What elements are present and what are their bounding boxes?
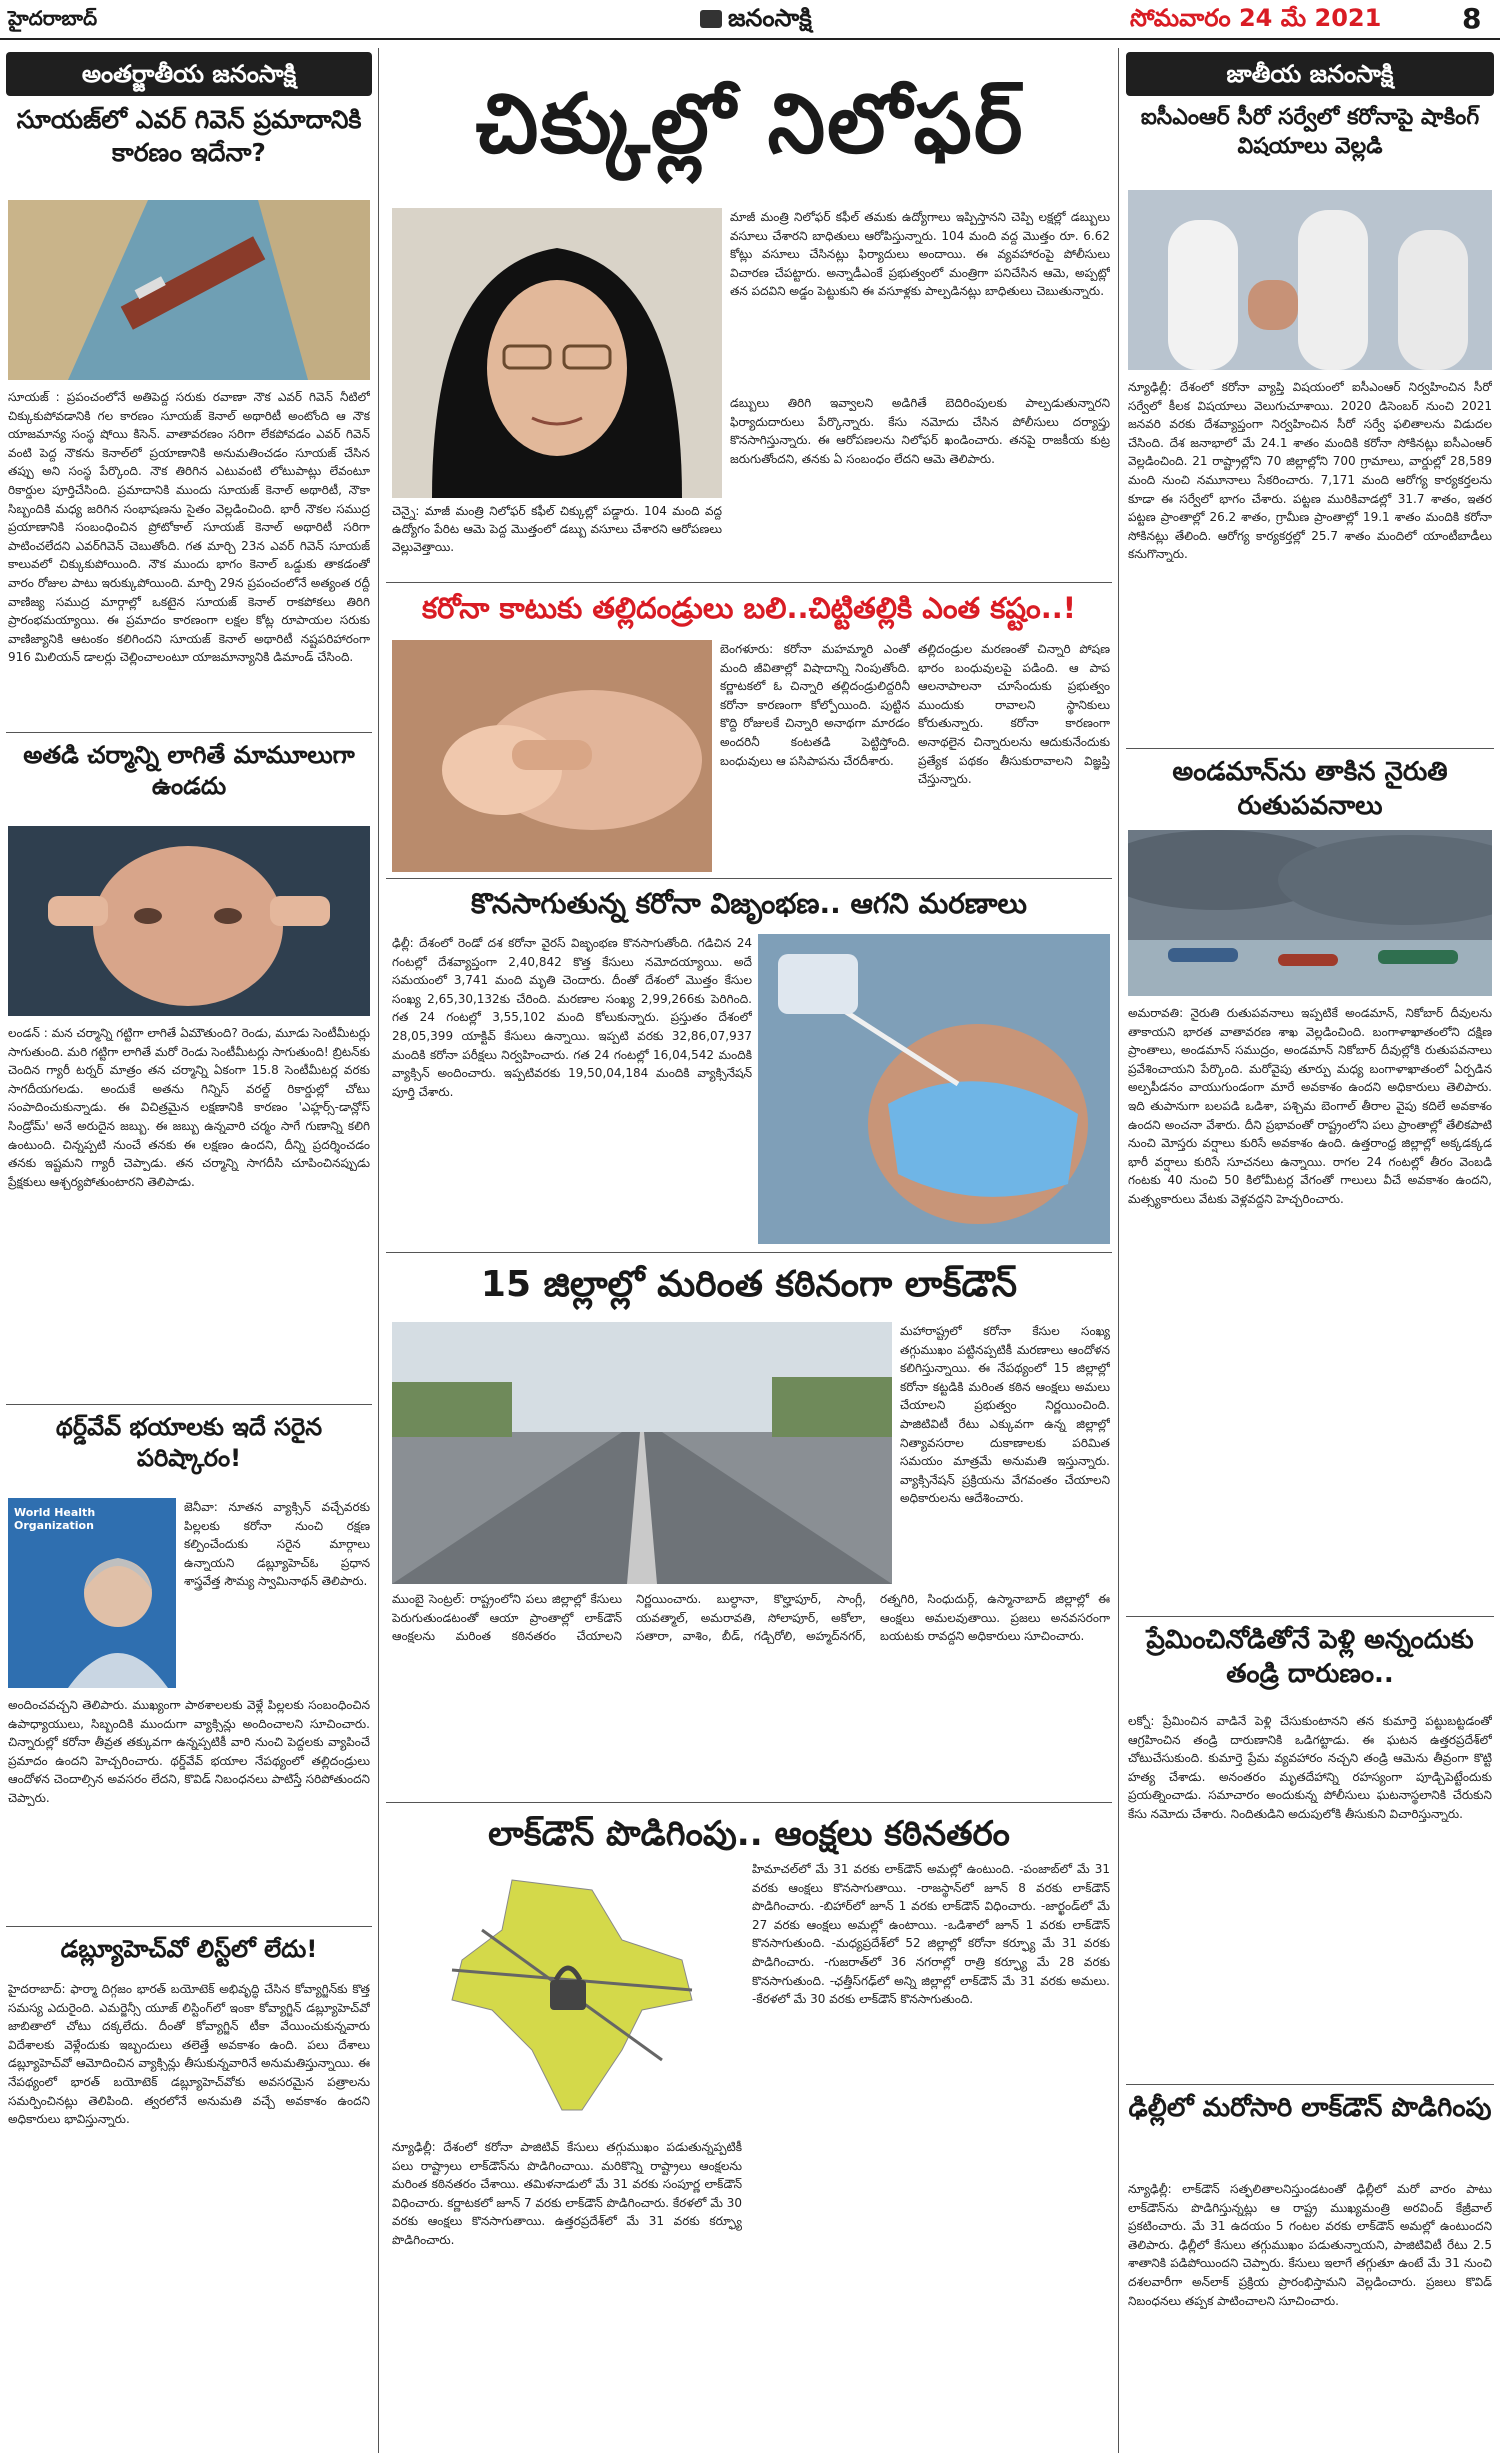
- sero-survey-headline: ఐసీఎంఆర్ సీరో సర్వేలో కరోనాపై షాకింగ్ విషయాలు వెల్లడి: [1140, 105, 1480, 159]
- masthead-logo-icon: [700, 10, 722, 28]
- divider: [386, 878, 1112, 879]
- nilofer-body-col1: మాజీ మంత్రి నిలోఫర్ కఫీల్ తమకు ఉద్యోగాలు ఇప్పిస్తానని చెప్పి లక్షల్లో డబ్బులు వసూలు చేశారని బాధితులు ఆరోపిస్తున్నారు. 104 మంది వద్ద మొత్తం రూ. 6.62 కోట్లు వసూలు చేసినట్లు ఫిర్యాదులు అందాయి. ఈ వ్యవహారంపై పోలీసులు విచారణ చేపట్టారు. అన్నాడీఎంకే ప్రభుత్వంలో మంత్రిగా పనిచేసిన ఆమె, అప్పట్లో తన పదవిని అడ్డం పెట్టుకుని ఈ వసూళ్లకు పాల్పడినట్లు బాధితులు చెబుతున్నారు.: [730, 210, 1110, 299]
- page-number: 8: [1462, 2, 1482, 35]
- swab-test-image: [758, 934, 1110, 1244]
- nilofer-body-col2: డబ్బులు తిరిగి ఇవ్వాలని అడిగితే బెదిరింపులకు పాల్పడుతున్నారని ఫిర్యాదుదారులు పేర్కొన్నారు. కేసు నమోదు చేసిన పోలీసులు దర్యాప్తు కొనసాగిస్తున్నారు. ఈ ఆరోపణలను నిలోఫర్ ఖండించారు. తనపై రాజకీయ కుట్ర జరుగుతోందని, తనకు ఏ సంబంధం లేదని ఆమె తెలిపారు.: [730, 396, 1110, 466]
- who-list-body: హైదరాబాద్: ఫార్మా దిగ్గజం భారత్ బయోటెక్ అభివృద్ధి చేసిన కోవ్యాగ్జిన్‌కు కొత్త సమస్య ఎదురైంది. ఎమర్జెన్సీ యూజ్ లిస్టింగ్‌లో ఇంకా కోవ్యాగ్జిన్ డబ్ల్యూహెచ్‌వో జాబితాలో చోటు దక్కలేదు. దీంతో కోవ్యాగ్జిన్ టీకా వేయించుకున్నవారు విదేశాలకు వెళ్లేందుకు ఇబ్బందులు తలెత్తే అవకాశం ఉంది. పలు దేశాలు డబ్ల్యూహెచ్‌వో ఆమోదించిన వ్యాక్సిన్లు తీసుకున్నవారినే అనుమతిస్తున్నాయి. ఈ నేపథ్యంలో భారత్ బయోటెక్ డబ్ల్యూహెచ్‌వోకు అవసరమైన పత్రాలను సమర్పించినట్లు తెలిపింది. త్వరలోనే అనుమతి వచ్చే అవకాశం ఉందని అధికారులు భావిస్తున్నారు.: [8, 1982, 370, 2127]
- india-map-photo: [392, 1860, 742, 2132]
- empty-road-photo: [392, 1322, 892, 1584]
- skin-stretch-body: లండన్ : మన చర్మాన్ని గట్టిగా లాగితే ఏమౌతుంది? రెండు, మూడు సెంటీమీటర్లు సాగుతుంది. మరి గట్టిగా లాగితే మరో రెండు సెంటీమీటర్లు సాగుతుంది! బ్రిటన్‌కు చెందిన గ్యారీ టర్నర్ మాత్రం తన చర్మాన్ని ఏకంగా 15.8 సెంటీమీటర్ల వరకు సాగదీయగలడు. అందుకే అతను గిన్నిస్ వరల్డ్ రికార్డుల్లో చోటు సంపాదించుకున్నాడు. ఈ విచిత్రమైన లక్షణానికి కారణం 'ఎహ్లర్స్-డాన్లోస్ సిండ్రోమ్' అనే అరుదైన జబ్బు. ఈ జబ్బు ఉన్నవారి చర్మం సాగే గుణాన్ని కలిగి ఉంటుంది. చిన్నప్పటి నుంచే తనకు ఈ లక్షణం ఉందని, దీన్ని ప్రదర్శించడం తనకు ఇష్టమని గ్యారీ చెప్పాడు. తన చర్మాన్ని సాగదీసి చూపించినప్పుడు ప్రేక్షకులు ఆశ్చర్యపోతుంటారని తెలిపాడు.: [8, 1026, 370, 1189]
- skin-stretch-headline: అతడి చర్మాన్ని లాగితే మామూలుగా ఉండదు: [23, 741, 355, 801]
- divider: [386, 1802, 1112, 1803]
- monsoon-headline: అండమాన్‌ను తాకిన నైరుతి రుతుపవనాలు: [1172, 757, 1448, 821]
- divider: [6, 1404, 372, 1405]
- skin-stretch-photo: [8, 826, 370, 1016]
- suez-headline: సూయజ్‌లో ఎవర్ గివెన్ ప్రమాదానికి కారణం ఇదేనా?: [16, 105, 362, 167]
- sero-survey-photo: [1128, 190, 1492, 370]
- ppe-health-workers-image: [1128, 190, 1492, 370]
- scientist-photo: [8, 1498, 176, 1688]
- soumya-swaminathan-image: [8, 1498, 176, 1688]
- honor-killing-body: లక్నో: ప్రేమించిన వాడినే పెళ్లి చేసుకుంటానని తన కుమార్తె పట్టుబట్టడంతో ఆగ్రహించిన తండ్రి దారుణానికి ఒడిగట్టాడు. ఈ ఘటన ఉత్తరప్రదేశ్‌లో చోటుచేసుకుంది. కుమార్తె ప్రేమ వ్యవహారం నచ్చని తండ్రి ఆమెను తీవ్రంగా కొట్టి హత్య చేశాడు. అనంతరం మృతదేహాన్ని రహస్యంగా పూడ్చిపెట్టేందుకు ప్రయత్నించాడు. సమాచారం అందుకున్న పోలీసులు ఘటనాస్థలానికి చేరుకుని కేసు నమోదు చేశారు. నిందితుడిని అదుపులోకి తీసుకుని విచారిస్తున్నారు.: [1128, 1714, 1492, 1821]
- lockdown-15-districts-headline: 15 జిల్లాల్లో మరింత కఠినంగా లాక్‌డౌన్: [480, 1264, 1018, 1305]
- divider: [386, 1252, 1112, 1253]
- main-headline: చిక్కుల్లో నిలోఫర్: [475, 77, 1025, 172]
- column-divider-left: [378, 48, 379, 2453]
- who-list-headline: డబ్ల్యూహెచ్‌వో లిస్ట్‌లో లేదు!: [60, 1935, 318, 1963]
- third-wave-lead: జెనీవా: నూతన వ్యాక్సిన్ వచ్చేవరకు పిల్లలకు కరోనా నుంచి రక్షణ కల్పించేందుకు సరైన మార్గాలు ఉన్నాయని డబ్ల్యూహెచ్ఓ ప్రధాన శాస్త్రవేత్త సౌమ్య స్వామినాథన్ తెలిపారు.: [184, 1500, 370, 1589]
- divider: [1126, 1616, 1494, 1617]
- divider: [6, 1926, 372, 1927]
- monsoon-body: అమరావతి: నైరుతి రుతుపవనాలు ఇప్పటికే అండమాన్, నికోబార్ దీవులను తాకాయని భారత వాతావరణ శాఖ వెల్లడించింది. బంగాళాఖాతంలోని దక్షిణ ప్రాంతాలు, అండమాన్ సముద్రం, అండమాన్ నికోబార్ దీవుల్లోకి రుతుపవనాలు ప్రవేశించాయని పేర్కొంది. మరోవైపు తూర్పు మధ్య బంగాళాఖాతంలో ఏర్పడిన అల్పపీడనం వాయుగుండంగా మారే అవకాశం ఉందని అధికారులు తెలిపారు. ఇది తుపానుగా బలపడి ఒడిశా, పశ్చిమ బెంగాల్ తీరాల వైపు కదిలే అవకాశం ఉందని అంచనా వేశారు. దీని ప్రభావంతో రాష్ట్రంలోని పలు ప్రాంతాల్లో తేలికపాటి నుంచి మోస్తరు వర్షాలు కురిసే అవకాశం ఉంది. ఉత్తరాంధ్ర జిల్లాల్లో అక్కడక్కడ భారీ వర్షాలు కురిసే సూచనలు ఉన్నాయి. రాగల 24 గంటల్లో తీరం వెంబడి గంటకు 40 నుంచి 50 కిలోమీటర్ల వేగంతో గాలులు వీచే అవకాశం ఉందని, మత్స్యకారులు వేటకు వెళ్లవద్దని హెచ్చరించారు.: [1128, 1006, 1492, 1206]
- divider: [1126, 748, 1494, 749]
- lockdown-extension-state-list: హిమాచల్‌లో మే 31 వరకు లాక్‌డౌన్ అమల్లో ఉంటుంది. -పంజాబ్‌లో మే 31 వరకు ఆంక్షలు కొనసాగుతాయి. -రాజస్థాన్‌లో జూన్ 8 వరకు లాక్‌డౌన్ పొడిగించారు. -బిహార్‌లో జూన్ 1 వరకు లాక్‌డౌన్ విధించారు. -జార్ఖండ్‌లో మే 27 వరకు ఆంక్షలు అమల్లో ఉంటాయి. -ఒడిశాలో జూన్ 1 వరకు లాక్‌డౌన్ కొనసాగుతుంది. -మధ్యప్రదేశ్‌లో 52 జిల్లాల్లో కరోనా కర్ఫ్యూ మే 31 వరకు పొడిగించారు. -గుజరాత్‌లో 36 నగరాల్లో రాత్రి కర్ఫ్యూ మే 28 వరకు కొనసాగుతుంది. -ఛత్తీస్‌గఢ్‌లో అన్ని జిల్లాల్లో లాక్‌డౌన్ మే 31 వరకు అమలు. -కేరళలో మే 30 వరకు లాక్‌డౌన్ కొనసాగుతుంది.: [752, 1862, 1110, 2007]
- orphan-child-body-col2: తల్లిదండ్రుల మరణంతో చిన్నారి పోషణ భారం బంధువులపై పడింది. ఆ పాప ఆలనాపాలనా చూసేందుకు ప్రభుత్వం ముందుకు రావాలని స్థానికులు కోరుతున్నారు. కరోనా కారణంగా అనాథలైన చిన్నారులను ఆదుకునేందుకు ప్రత్యేక పథకం తీసుకురావాలని విజ్ఞప్తి చేస్తున్నారు.: [918, 642, 1110, 787]
- international-section-band: అంతర్జాతీయ జనంసాక్షి: [6, 52, 372, 96]
- stormy-sea-boats-image: [1128, 830, 1492, 996]
- india-map-lock-image: [392, 1860, 742, 2132]
- child-hand-holding-finger-image: [392, 640, 712, 872]
- who-photo-label: World Health Organization: [14, 1506, 96, 1533]
- city-label: హైదరాబాద్: [8, 6, 98, 30]
- hands-photo: [392, 640, 712, 872]
- third-wave-headline: థర్డ్‌వేవ్ భయాలకు ఇదే సరైన పరిష్కారం!: [55, 1413, 323, 1473]
- column-divider-right: [1118, 48, 1119, 2453]
- lockdown-extension-headline: లాక్‌డౌన్ పొడిగింపు.. ఆంక్షలు కఠినతరం: [488, 1814, 1010, 1854]
- delhi-lockdown-body: న్యూఢిల్లీ: లాక్‌డౌన్ సత్ఫలితాలనిస్తుండటంతో ఢిల్లీలో మరో వారం పాటు లాక్‌డౌన్‌ను పొడిగిస్తున్నట్లు ఆ రాష్ట్ర ముఖ్యమంత్రి అరవింద్ కేజ్రీవాల్ ప్రకటించారు. మే 31 ఉదయం 5 గంటల వరకు లాక్‌డౌన్ అమల్లో ఉంటుందని తెలిపారు. ఢిల్లీలో కేసులు తగ్గుముఖం పడుతున్నాయని, పాజిటివిటీ రేటు 2.5 శాతానికి పడిపోయిందని చెప్పారు. కేసులు ఇలాగే తగ్గుతూ ఉంటే మే 31 నుంచి దశలవారీగా అన్‌లాక్ ప్రక్రియ ప్రారంభిస్తామని వెల్లడించారు. ప్రజలు కొవిడ్ నిబంధనలు తప్పక పాటించాలని సూచించారు.: [1128, 2182, 1492, 2308]
- covid-surge-headline: కొనసాగుతున్న కరోనా విజృంభణ.. ఆగని మరణాలు: [471, 887, 1027, 920]
- issue-date: సోమవారం 24 మే 2021: [1130, 4, 1382, 32]
- sero-survey-body: న్యూఢిల్లీ: దేశంలో కరోనా వ్యాప్తి విషయంలో ఐసీఎంఆర్ నిర్వహించిన సీరో సర్వేలో కీలక విషయాలు వెలుగుచూశాయి. 2020 డిసెంబర్ నుంచి 2021 జనవరి వరకు దేశవ్యాప్తంగా నిర్వహించిన సీరో సర్వే ఫలితాలను విడుదల చేసింది. దేశ జనాభాలో మే 24.1 శాతం మందికి కరోనా సోకినట్లు ఐసీఎంఆర్ వెల్లడించింది. 21 రాష్ట్రాల్లోని 70 జిల్లాల్లోని 700 గ్రామాలు, వార్డుల్లో 28,589 మంది నుంచి నమూనాలు సేకరించారు. 7,171 మంది ఆరోగ్య కార్యకర్తలను కూడా ఈ సర్వేలో భాగం చేశారు. పట్టణ మురికివాడల్లో 31.7 శాతం, ఇతర పట్టణ ప్రాంతాల్లో 26.2 శాతం, గ్రామీణ ప్రాంతాల్లో 19.1 శాతం మందికి కరోనా సోకినట్లు తేలింది. ఆరోగ్య కార్యకర్తల్లో 25.7 శాతం మందిలో యాంటీబాడీలు కనుగొన్నారు.: [1128, 380, 1492, 562]
- covid-test-photo: [758, 934, 1110, 1244]
- lockdown-extension-body: న్యూఢిల్లీ: దేశంలో కరోనా పాజిటివ్ కేసులు తగ్గుముఖం పడుతున్నప్పటికీ పలు రాష్ట్రాలు లాక్‌డౌన్‌ను పొడిగించాయి. మరికొన్ని రాష్ట్రాలు ఆంక్షలను మరింత కఠినతరం చేశాయి. తమిళనాడులో మే 31 వరకు సంపూర్ణ లాక్‌డౌన్ విధించారు. కర్ణాటకలో జూన్ 7 వరకు లాక్‌డౌన్ పొడిగించారు. కేరళలో మే 30 వరకు ఆంక్షలు కొనసాగుతాయి. ఉత్తరప్రదేశ్‌లో మే 31 వరకు కర్ఫ్యూ పొడిగించారు.: [392, 2140, 742, 2247]
- suez-canal-image: [8, 200, 370, 380]
- orphan-child-headline: కరోనా కాటుకు తల్లిదండ్రులు బలి..చిట్టితల్లికి ఎంత కష్టం..!: [422, 591, 1076, 625]
- third-wave-body: అందించవచ్చని తెలిపారు. ముఖ్యంగా పాఠశాలలకు వెళ్లే పిల్లలకు సంబంధించిన ఉపాధ్యాయులు, సిబ్బందికి ముందుగా వ్యాక్సిన్లు అందించాలని సూచించారు. చిన్నారుల్లో కరోనా తీవ్రత తక్కువగా ఉన్నప్పటికీ వారి నుంచి పెద్దలకు వ్యాపించే ప్రమాదం ఉందని హెచ్చరించారు. థర్డ్‌వేవ్ భయాల నేపథ్యంలో తల్లిదండ్రులు ఆందోళన చెందాల్సిన అవసరం లేదని, కొవిడ్ నిబంధనలు పాటిస్తే సరిపోతుందని చెప్పారు.: [8, 1698, 370, 1805]
- nilofer-kafeel-image: [392, 208, 722, 498]
- suez-article-body: సూయజ్ : ప్రపంచంలోనే అతిపెద్ద సరుకు రవాణా నౌక ఎవర్ గివెన్ నీటిలో చిక్కుకుపోవడానికి గల కారణం సూయజ్ కెనాల్ అథారిటీ అంటోంది ఆ నౌక యాజమాన్య సంస్థ షోయి కిసెన్. వాతావరణం సరిగా లేకపోవడం ఎవర్ గివెన్ వంటి పెద్ద నౌకను కెనాల్‌లో ప్రయాణానికి అనుమతించడం సూయజ్ చేసిన తప్పు అని సంస్థ పేర్కొంది. నౌక తిరిగిన ఎటువంటి లోటుపాట్లు లేవంటూ రికార్డుల పూర్తిచేసింది. ప్రమాదానికి ముందు సూయజ్ కెనాల్ అథారిటీ, నౌకా సిబ్బందికి మధ్య జరిగిన సంభాషణను సైతం వెల్లడించింది. భారీ నౌకల సముద్ర ప్రయాణానికి సంబంధించిన ప్రోటోకాల్ సూయజ్ కెనాల్ అథారిటీ సరిగా పాటించలేదని ఎవర్‌గివెన్ చెబుతోంది. గత మార్చి 23న ఎవర్ గివెన్ సూయజ్ కాలువలో చిక్కుకుపోయింది. నౌక ముందు భాగం కెనాల్ ఒడ్డుకు తాకడంతో వారం రోజుల పాటు ఇరుక్కుపోయింది. మార్చి 29న ప్రపంచంలోనే అత్యంత రద్దీ వాణిజ్య సముద్ర మార్గాల్లో ఒకటైన సూయజ్ కెనాల్ రాకపోకలు తిరిగి ప్రారంభమయ్యాయి. ఈ ప్రమాదం కారణంగా లక్షల కోట్ల రూపాయల సరుకు వాణిజ్యానికి ఆటంకం కలిగిందని సూయజ్ కెనాల్ అథారిటీ నష్టపరిహారంగా 916 మిలియన్ డాలర్లు చెల్లించాలంటూ యాజమాన్యానికి డిమాండ్ చేసింది.: [8, 390, 370, 665]
- orphan-child-body-col1: బెంగళూరు: కరోనా మహమ్మారి ఎంతో మంది జీవితాల్లో విషాదాన్ని నింపుతోంది. కర్ణాటకలో ఓ చిన్నారి తల్లిదండ్రులిద్దరినీ కరోనా కారణంగా కోల్పోయింది. పుట్టిన కొద్ది రోజులకే చిన్నారి అనాథగా మారడం అందరినీ కంటతడి పెట్టిస్తోంది. బంధువులు ఆ పసిపాపను చేరదీశారు.: [720, 642, 910, 768]
- masthead-title: జనంసాక్షి: [728, 4, 812, 32]
- empty-road-image: [392, 1322, 892, 1584]
- divider: [386, 582, 1112, 583]
- national-section-band: జాతీయ జనంసాక్షి: [1126, 52, 1494, 96]
- suez-ship-photo: [8, 200, 370, 380]
- covid-surge-body: ఢిల్లీ: దేశంలో రెండో దశ కరోనా వైరస్ విజృంభణ కొనసాగుతోంది. గడిచిన 24 గంటల్లో దేశవ్యాప్తంగా 2,40,842 కొత్త కేసులు నమోదయ్యాయి. అదే సమయంలో 3,741 మంది మృతి చెందారు. దీంతో దేశంలో మొత్తం కేసుల సంఖ్య 2,65,30,132కు చేరింది. మరణాల సంఖ్య 2,99,266కు పెరిగింది. గత 24 గంటల్లో 3,55,102 మంది కోలుకున్నారు. ప్రస్తుతం దేశంలో 28,05,399 యాక్టివ్ కేసులు ఉన్నాయి. ఇప్పటి వరకు 32,86,07,937 మందికి కరోనా పరీక్షలు నిర్వహించారు. గత 24 గంటల్లో 16,04,542 మందికి వ్యాక్సిన్ అందించారు. ఇప్పటివరకు 19,50,04,184 మందికి వ్యాక్సినేషన్ పూర్తి చేశారు.: [392, 936, 752, 1099]
- man-stretching-skin-image: [8, 826, 370, 1016]
- divider: [6, 732, 372, 733]
- honor-killing-headline: ప్రేమించినోడితోనే పెళ్లి అన్నందుకు తండ్రి దారుణం..: [1146, 1625, 1474, 1689]
- lockdown-15-districts-body: ముంబై సెంట్రల్: రాష్ట్రంలోని పలు జిల్లాల్లో కేసులు పెరుగుతుండటంతో ఆయా ప్రాంతాల్లో లాక్‌డౌన్ ఆంక్షలను మరింత కఠినతరం చేయాలని నిర్ణయించారు. బుల్ధానా, కొల్హాపూర్, సాంగ్లీ, యవత్మాల్, అమరావతి, సోలాపూర్, అకోలా, సతారా, వాశిం, బీడ్, గడ్చిరోలి, అహ్మద్‌నగర్, రత్నగిరి, సింధుదుర్గ్, ఉస్మానాబాద్ జిల్లాల్లో ఈ ఆంక్షలు అమలవుతాయి. ప్రజలు అనవసరంగా బయటకు రావద్దని అధికారులు సూచించారు.: [392, 1592, 1110, 1644]
- nilofer-photo-caption: చెన్నై: మాజీ మంత్రి నిలోఫర్ కఫీల్ చిక్కుల్లో పడ్డారు. 104 మంది వద్ద ఉద్యోగం పేరిట ఆమె పెద్ద మొత్తంలో డబ్బు వసూలు చేశారని ఆరోపణలు వెల్లువెత్తాయి.: [392, 504, 722, 554]
- lockdown-15-districts-side: మహారాష్ట్రలో కరోనా కేసుల సంఖ్య తగ్గుముఖం పట్టినప్పటికీ మరణాలు ఆందోళన కలిగిస్తున్నాయి. ఈ నేపథ్యంలో 15 జిల్లాల్లో కరోనా కట్టడికి మరింత కఠిన ఆంక్షలు అమలు చేయాలని ప్రభుత్వం నిర్ణయించింది. పాజిటివిటీ రేటు ఎక్కువగా ఉన్న జిల్లాల్లో నిత్యావసరాల దుకాణాలకు పరిమిత సమయం మాత్రమే అనుమతి ఇస్తున్నారు. వ్యాక్సినేషన్ ప్రక్రియను వేగవంతం చేయాలని అధికారులను ఆదేశించారు.: [900, 1324, 1110, 1506]
- monsoon-photo: [1128, 830, 1492, 996]
- masthead: [700, 4, 812, 38]
- nilofer-photo: [392, 208, 722, 498]
- divider: [1126, 2084, 1494, 2085]
- delhi-lockdown-headline: ఢిల్లీలో మరోసారి లాక్‌డౌన్ పొడిగింపు: [1128, 2093, 1492, 2123]
